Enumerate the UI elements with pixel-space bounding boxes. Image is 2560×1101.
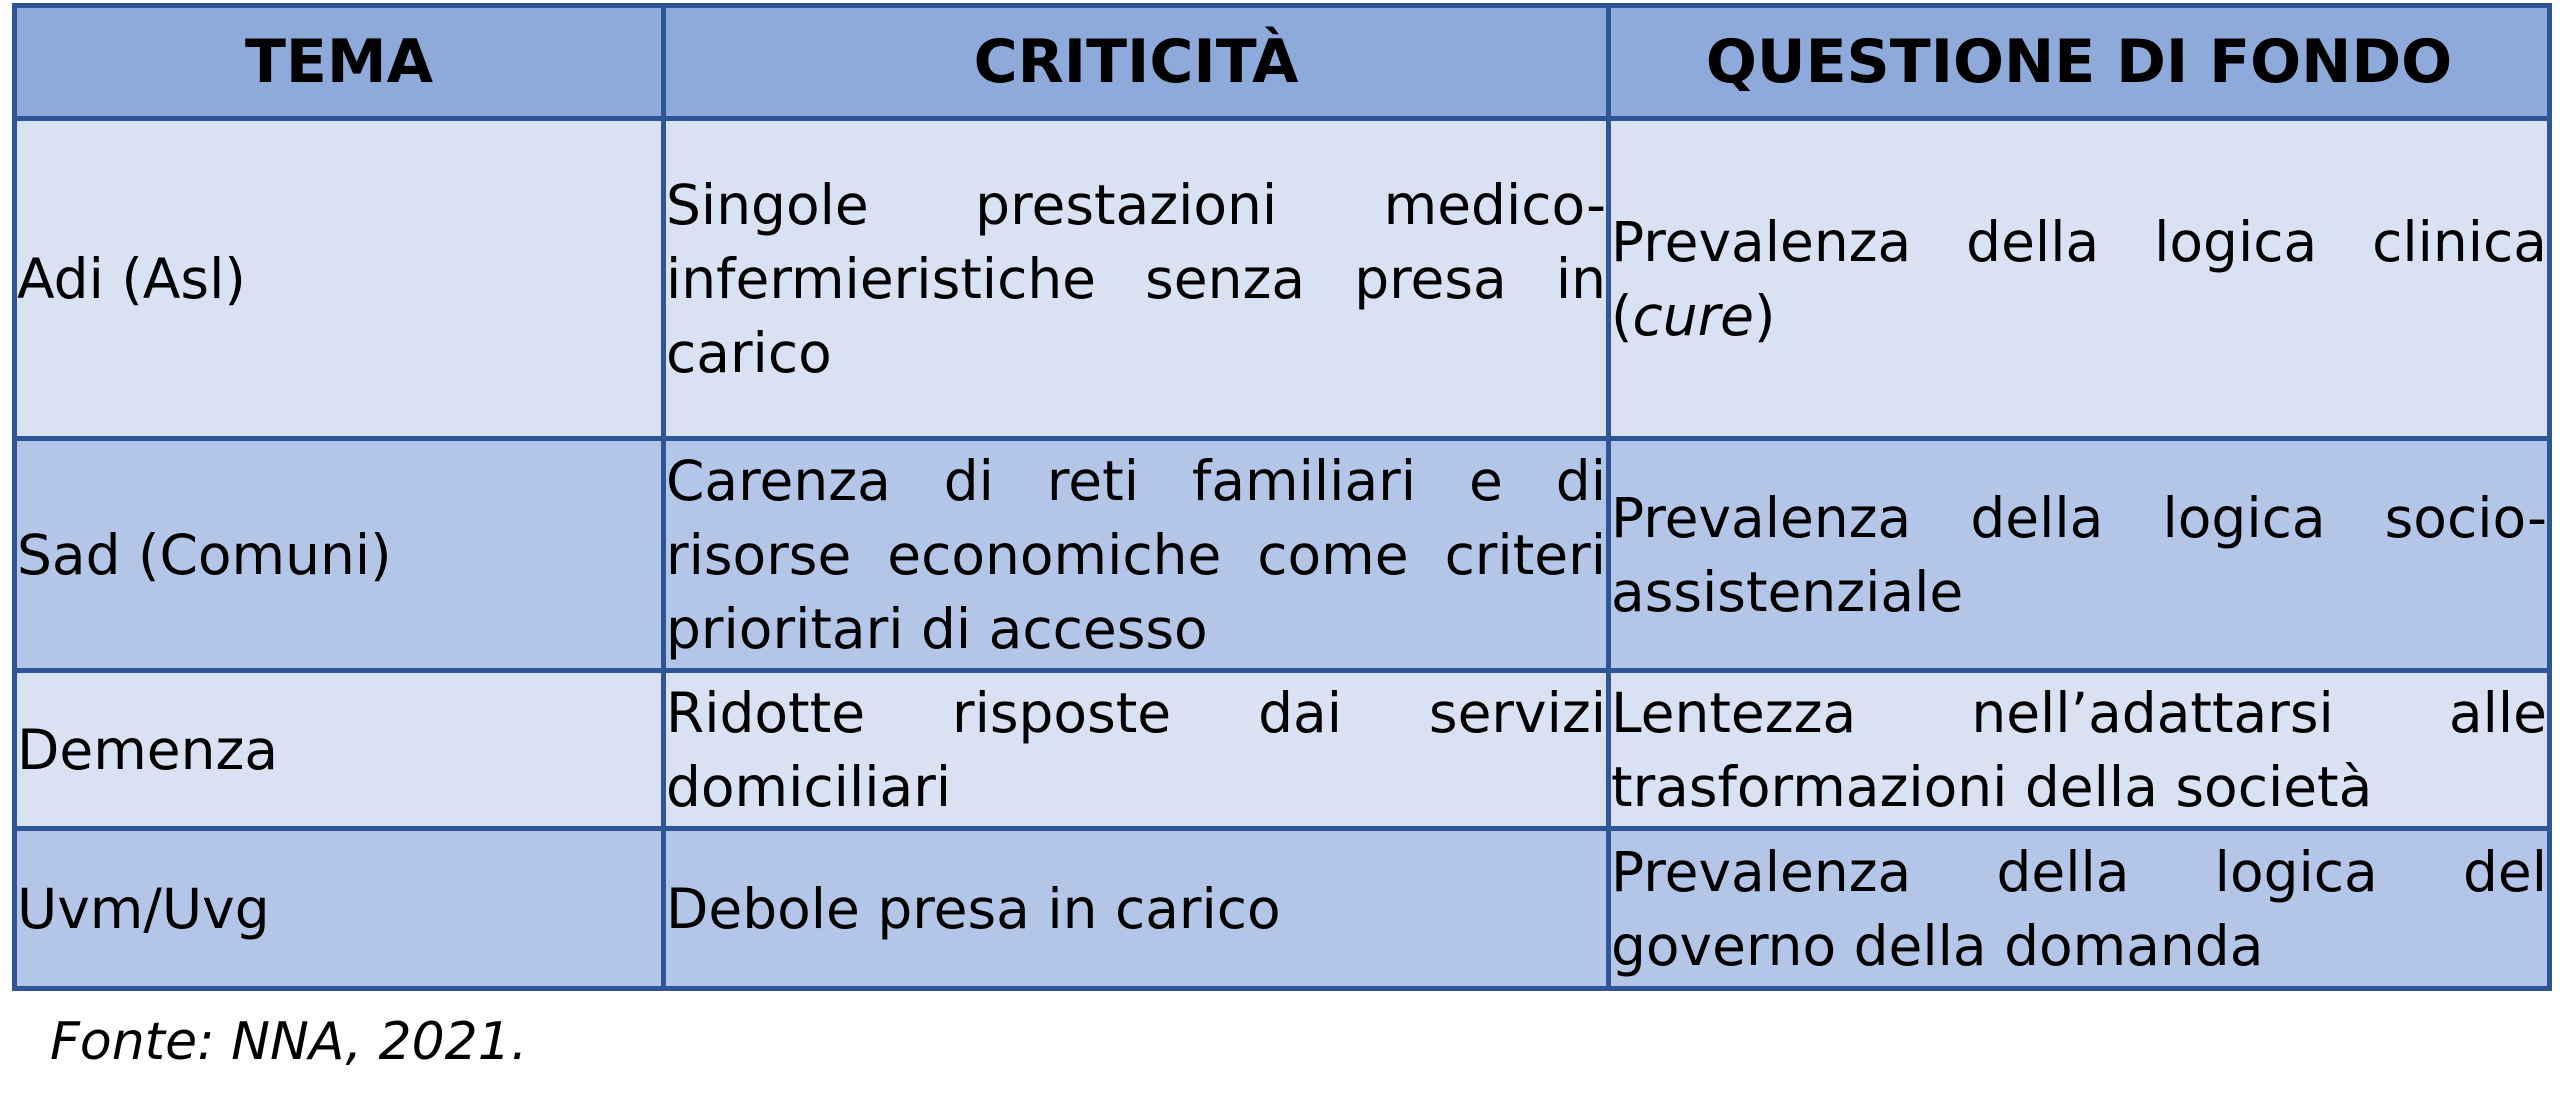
cell-criticita: Ridotte risposte dai servizi domiciliari bbox=[664, 671, 1609, 829]
column-header-criticita: CRITICITÀ bbox=[664, 6, 1609, 119]
cell-tema: Demenza bbox=[15, 671, 664, 829]
questione-text: Prevalenza della logica clinica ( bbox=[1611, 209, 2547, 348]
table-row bbox=[15, 671, 2550, 829]
source-caption: Fonte: NNA, 2021. bbox=[50, 1012, 528, 1072]
cell-tema: Adi (Asl) bbox=[15, 119, 664, 439]
table-row bbox=[15, 829, 2550, 989]
cell-criticita: Carenza di reti familiari e di risorse economiche come criteri prioritari di accesso bbox=[664, 439, 1609, 671]
cell-tema: Uvm/Uvg bbox=[15, 829, 664, 989]
cell-questione: Lentezza nell’adattarsi alle trasformazioni della società bbox=[1609, 671, 2550, 829]
cell-questione bbox=[1609, 119, 2550, 439]
cell-questione: Prevalenza della logica del governo della domanda bbox=[1609, 829, 2550, 989]
cell-criticita: Singole prestazioni medico-infermieristiche senza presa in carico bbox=[664, 119, 1609, 439]
questione-emphasis: cure bbox=[1632, 283, 1755, 348]
table-header-row bbox=[15, 6, 2550, 119]
cell-tema: Sad (Comuni) bbox=[15, 439, 664, 671]
data-table bbox=[12, 3, 2552, 991]
cell-questione: Prevalenza della logica socio-assistenziale bbox=[1609, 439, 2550, 671]
table-row bbox=[15, 439, 2550, 671]
table-row bbox=[15, 119, 2550, 439]
questione-text-end: ) bbox=[1754, 283, 1776, 348]
cell-criticita: Debole presa in carico bbox=[664, 829, 1609, 989]
column-header-tema: TEMA bbox=[15, 6, 664, 119]
column-header-questione: QUESTIONE DI FONDO bbox=[1609, 6, 2550, 119]
